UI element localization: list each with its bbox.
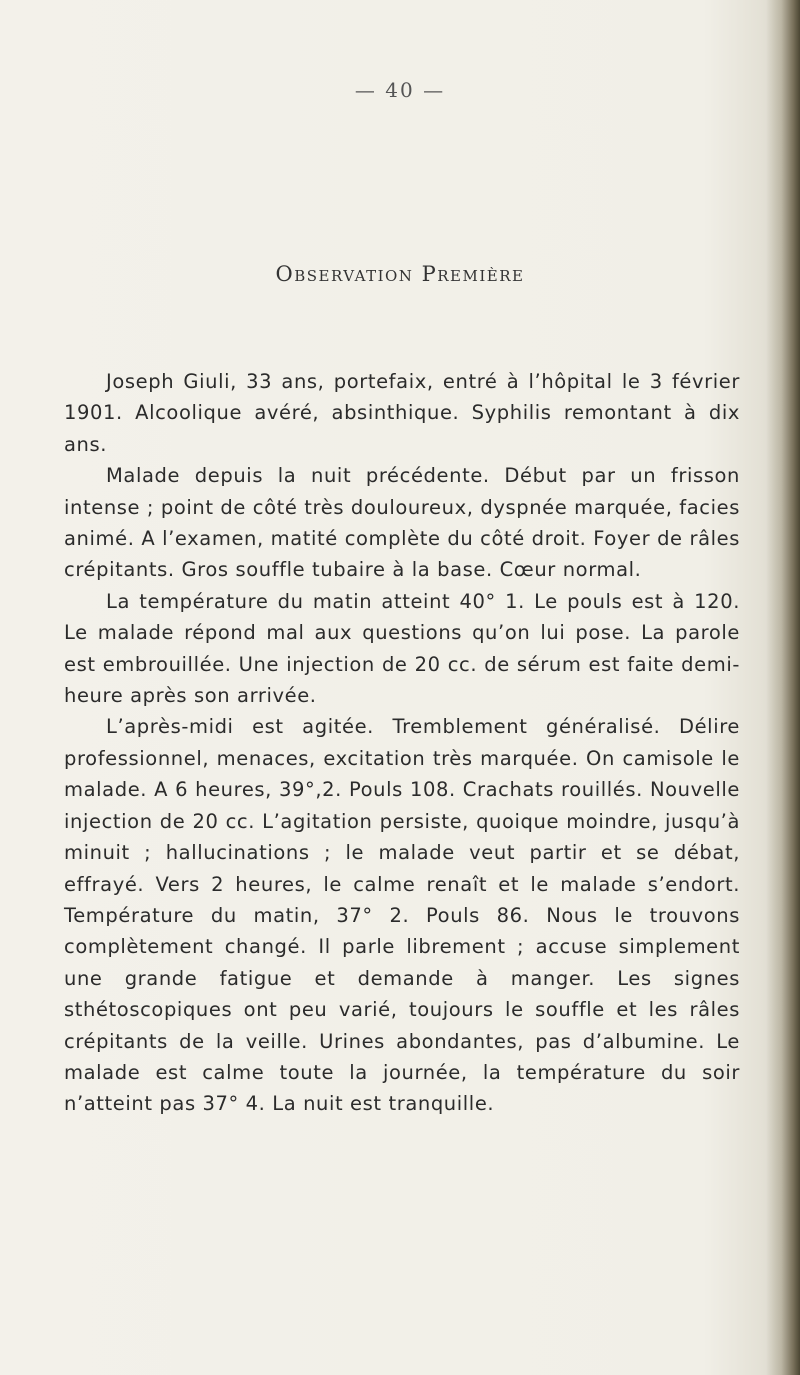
page-edge-shadow: [766, 0, 800, 1375]
paragraph-onset: Malade depuis la nuit précédente. Début par un frisson intense ; point de côté très douloureux, dyspnée marquée, facies animé. A l’examen, matité complète du côté droit. Foyer de râles crépitants. Gros souffle tubaire à la base. Cœur normal.: [64, 464, 741, 582]
section-title: Observation Première: [275, 262, 525, 286]
paragraph-evolution: L’après-midi est agitée. Tremblement généralisé. Délire professionnel, menaces, excitation très marquée. On camisole le malade. A 6 heures, 39°,2. Pouls 108. Crachats rouillés. Nouvelle injection de 20 cc. L’agitation persiste, quoique moindre, jusqu’à minuit ; hallucinations ; le malade veut partir et se débat, effrayé. Vers 2 heures, le calme renaît et le malade s’endort. Température du matin, 37° 2. Pouls 86. Nous le trouvons complètement changé. Il parle librement ; accuse simplement une grande fatigue et demande à manger. Les signes sthétoscopiques ont peu varié, toujours le souffle et les râles crépitants de la veille. Urines abondantes, pas d’albumine. Le malade est calme toute la journée, la température du soir n’atteint pas 37° 4. La nuit est tranquille.: [64, 715, 740, 1116]
paragraph-morning-temperature: La température du matin atteint 40° 1. Le pouls est à 120. Le malade répond mal aux questions qu’on lui pose. La parole est embrouillée. Une injection de 20 cc. de sérum est faite demi-heure après son arrivée.: [64, 589, 740, 708]
page-number: — 40 —: [354, 78, 446, 102]
paragraph-patient-intro: Joseph Giuli, 33 ans, portefaix, entré à l’hôpital le 3 février 1901. Alcoolique avéré, absinthique. Syphilis remontant à dix ans.: [64, 370, 740, 456]
body-text: [64, 366, 740, 1120]
